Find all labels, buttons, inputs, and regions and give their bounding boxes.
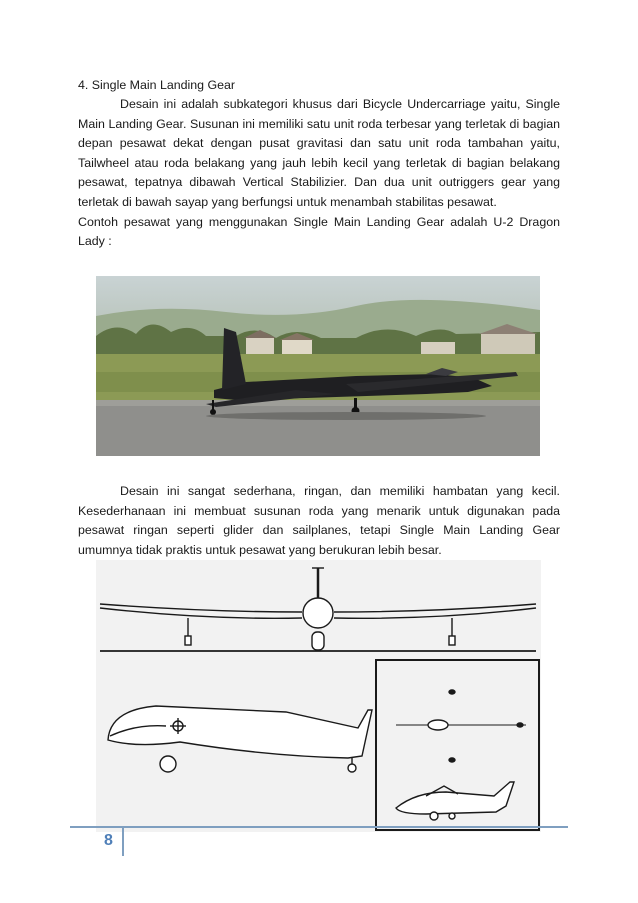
paragraph-description: Desain ini adalah subkategori khusus dari Bicycle Undercarriage yaitu, Single Main Landing Gear. Susunan ini memiliki satu unit roda terbesar yang terletak di bagian depan pesawat dekat dengan pusat gravitasi dan satu unit roda tambahan yaitu, Tailwheel atau roda belakang yang jauh lebih kecil yang terletak di bagian belakang pesawat, tepatnya dibawah Vertical Stabilizier. Dan dua unit outriggers gear yang terletak di bawah sayap yang berfungsi untuk menambah stabilitas pesawat.	[78, 97, 560, 209]
footer-rule	[70, 826, 568, 828]
intro-text	[78, 95, 560, 252]
section-heading: 4. Single Main Landing Gear	[78, 78, 236, 92]
paragraph-example: Contoh pesawat yang menggunakan Single Main Landing Gear adalah U-2 Dragon Lady :	[78, 214, 560, 249]
page-number: 8	[104, 832, 113, 849]
paragraph-simplicity: Desain ini sangat sederhana, ringan, dan memiliki hambatan yang kecil. Kesederhanaan ini membuat susunan roda yang menarik untuk digunakan pada pesawat ringan seperti glider dan sailplanes, tetapi Single Main Landing Gear umumnya tidak praktis untuk pesawat yang berukuran lebih besar.	[78, 484, 560, 557]
u2-photo-illustration	[96, 276, 540, 456]
u2-aircraft-photo	[96, 276, 540, 456]
landing-gear-drawings	[96, 560, 541, 832]
footer-separator	[122, 826, 124, 856]
line-drawing-illustration	[96, 560, 541, 832]
design-text	[78, 482, 560, 560]
